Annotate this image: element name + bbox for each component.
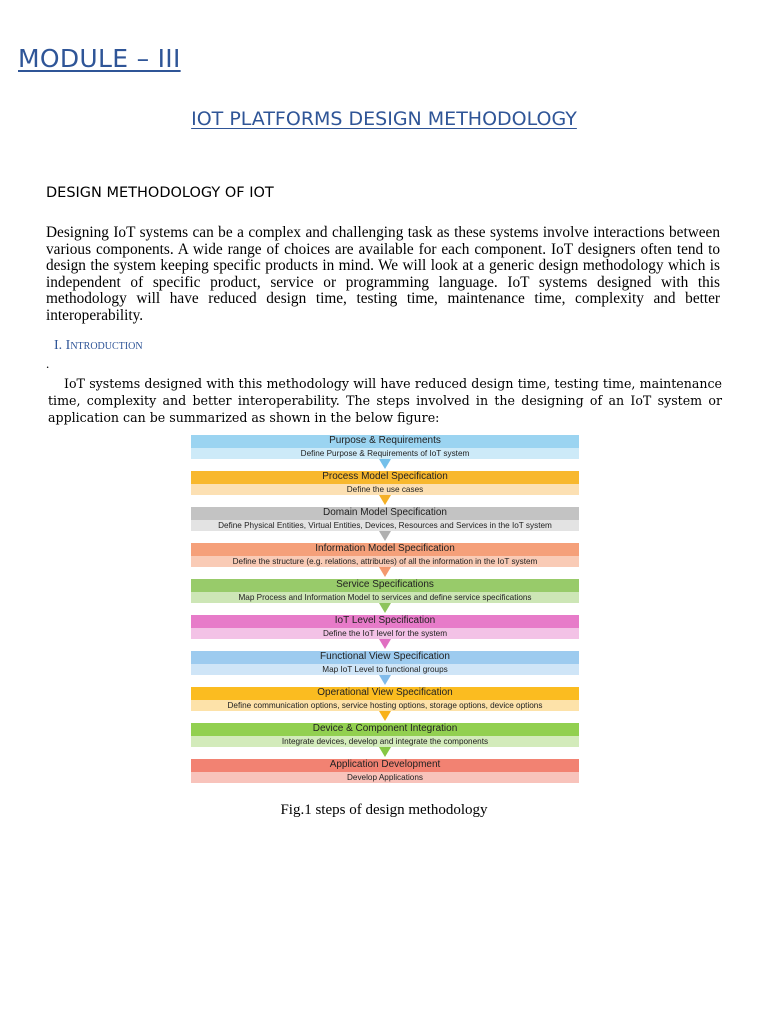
- flow-step-description: Integrate devices, develop and integrate the components: [191, 736, 579, 747]
- figure-caption: Fig.1 steps of design methodology: [280, 802, 488, 818]
- flow-step-title: Operational View Specification: [191, 687, 579, 700]
- flow-step-description: Define communication options, service hosting options, storage options, device options: [191, 700, 579, 711]
- flow-step-title: Information Model Specification: [191, 543, 579, 556]
- down-arrow-icon: [379, 639, 391, 649]
- flow-step-description: Define the use cases: [191, 484, 579, 495]
- down-arrow-icon: [379, 675, 391, 685]
- flow-step-description: Map Process and Information Model to services and define service specifications: [191, 592, 579, 603]
- down-arrow-icon: [379, 459, 391, 469]
- section-heading: DESIGN METHODOLOGY OF IOT: [46, 185, 274, 201]
- down-arrow-icon: [379, 711, 391, 721]
- flow-step: [191, 543, 579, 579]
- introduction-heading: I. Introduction: [54, 338, 143, 353]
- flow-step-description: Map IoT Level to functional groups: [191, 664, 579, 675]
- flow-step-title: Application Development: [191, 759, 579, 772]
- dot-marker: .: [46, 356, 50, 371]
- flow-step-description: Define the structure (e.g. relations, attributes) of all the information in the IoT system: [191, 556, 579, 567]
- flow-step: [191, 435, 579, 471]
- intro-paragraph: Designing IoT systems can be a complex and challenging task as these systems involve interactions between various components. A wide range of choices are available for each component. IoT designers often tend to design the system keeping specific products in mind. We will look at a generic design methodology which is independent of specific product, service or programming language. IoT systems designed with this methodology will have reduced design time, testing time, maintenance time, complexity and better interoperability.: [46, 224, 720, 324]
- flow-step: [191, 507, 579, 543]
- flow-step-description: Define the IoT level for the system: [191, 628, 579, 639]
- flow-step-description: Develop Applications: [191, 772, 579, 783]
- flow-step-title: Service Specifications: [191, 579, 579, 592]
- body-paragraph: IoT systems designed with this methodology will have reduced design time, testing time, maintenance time, complexity and better interoperability. The steps involved in the designing of an IoT system or application can be summarized as shown in the below figure:: [48, 376, 722, 425]
- down-arrow-icon: [379, 747, 391, 757]
- flow-step: [191, 651, 579, 687]
- flow-step-title: Device & Component Integration: [191, 723, 579, 736]
- flow-step-title: IoT Level Specification: [191, 615, 579, 628]
- page-title: IOT PLATFORMS DESIGN METHODOLOGY: [191, 108, 577, 130]
- down-arrow-icon: [379, 567, 391, 577]
- flow-step-description: Define Purpose & Requirements of IoT system: [191, 448, 579, 459]
- flow-step: [191, 471, 579, 507]
- flow-step-title: Functional View Specification: [191, 651, 579, 664]
- methodology-flowchart: [191, 435, 579, 795]
- flow-step: [191, 615, 579, 651]
- down-arrow-icon: [379, 495, 391, 505]
- module-title: MODULE – III: [18, 44, 181, 73]
- flow-step-title: Process Model Specification: [191, 471, 579, 484]
- down-arrow-icon: [379, 531, 391, 541]
- flow-step: [191, 759, 579, 795]
- flow-step: [191, 579, 579, 615]
- flow-step-description: Define Physical Entities, Virtual Entities, Devices, Resources and Services in the IoT system: [191, 520, 579, 531]
- flow-step: [191, 723, 579, 759]
- flow-step-title: Domain Model Specification: [191, 507, 579, 520]
- down-arrow-icon: [379, 603, 391, 613]
- flow-step: [191, 687, 579, 723]
- flow-step-title: Purpose & Requirements: [191, 435, 579, 448]
